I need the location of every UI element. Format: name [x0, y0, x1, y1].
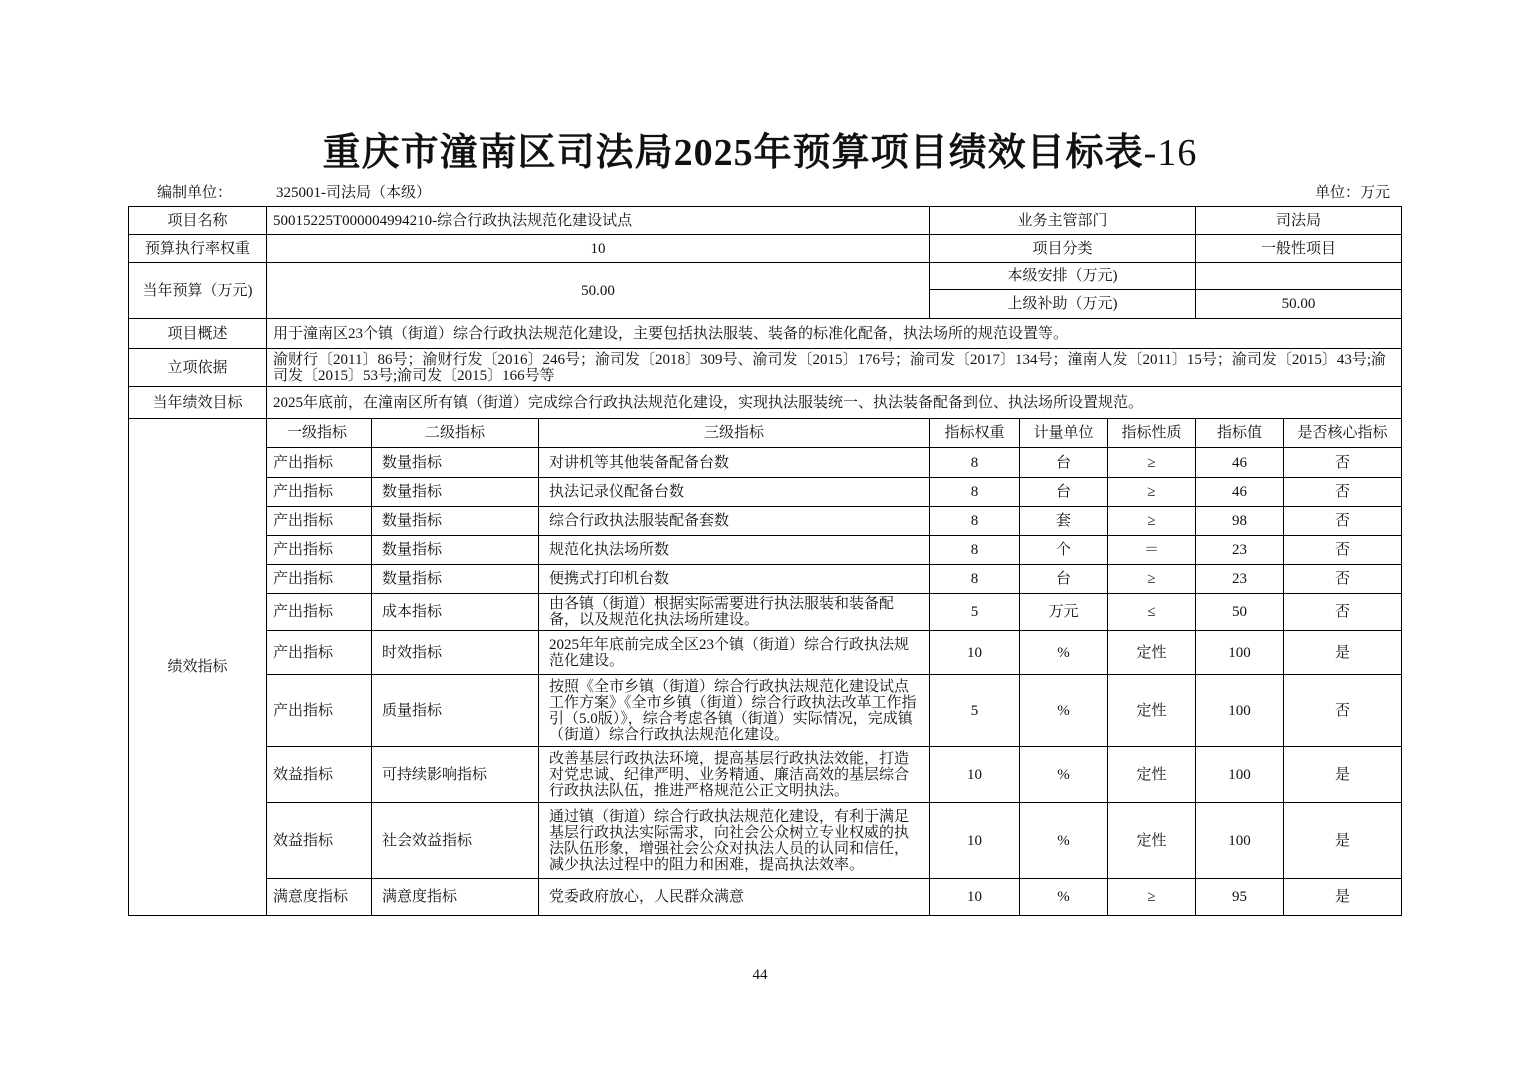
indicator-level2: 可持续影响指标 [372, 747, 539, 803]
overview-value: 用于潼南区23个镇（街道）综合行政执法规范化建设，主要包括执法服装、装备的标准化配备，执法场所的规范设置等。 [267, 319, 1402, 349]
row-basis [129, 349, 1402, 387]
indicator-row [129, 565, 1402, 594]
indicator-nature: ≥ [1108, 565, 1196, 594]
indicator-value: 100 [1196, 675, 1284, 747]
indicator-weight: 8 [930, 448, 1020, 478]
indicator-unit: 个 [1020, 536, 1108, 565]
indicator-level2: 数量指标 [372, 448, 539, 478]
indicator-unit: 套 [1020, 507, 1108, 536]
indicator-unit: 台 [1020, 565, 1108, 594]
indicator-nature: ≥ [1108, 448, 1196, 478]
indicator-nature: 定性 [1108, 803, 1196, 879]
dept-value: 司法局 [1196, 207, 1402, 235]
indicator-level1: 产出指标 [267, 565, 372, 594]
indicator-row [129, 879, 1402, 916]
indicator-nature: 定性 [1108, 747, 1196, 803]
row-overview [129, 319, 1402, 349]
indicator-value: 98 [1196, 507, 1284, 536]
weight-label: 预算执行率权重 [129, 235, 267, 263]
indicator-core: 否 [1284, 675, 1402, 747]
indicator-level3: 执法记录仪配备台数 [539, 478, 930, 507]
upper-value: 50.00 [1196, 290, 1402, 319]
indicator-header-3: 三级指标 [539, 419, 930, 448]
title-main: 重庆市潼南区司法局2025年预算项目绩效目标表 [322, 132, 1144, 174]
category-label-pad: 项目分类 [930, 235, 1196, 263]
indicator-value: 46 [1196, 478, 1284, 507]
indicator-header-row [129, 419, 1402, 448]
indicator-row [129, 631, 1402, 675]
indicator-level3: 综合行政执法服装配备套数 [539, 507, 930, 536]
indicator-core: 是 [1284, 879, 1402, 916]
performance-table [128, 206, 1402, 916]
indicator-value: 23 [1196, 536, 1284, 565]
indicator-row [129, 448, 1402, 478]
indicator-header-5: 计量单位 [1020, 419, 1108, 448]
indicator-nature: ≤ [1108, 594, 1196, 631]
indicator-header-4: 指标权重 [930, 419, 1020, 448]
indicator-core: 否 [1284, 536, 1402, 565]
dept-label-pad: 业务主管部门 [930, 207, 1196, 235]
indicator-level3: 规范化执法场所数 [539, 536, 930, 565]
indicator-level3: 党委政府放心，人民群众满意 [539, 879, 930, 916]
indicator-value: 100 [1196, 747, 1284, 803]
indicator-weight: 5 [930, 594, 1020, 631]
row-budget-local [129, 263, 1402, 290]
indicators-label: 绩效指标 [129, 419, 267, 916]
indicator-weight: 10 [930, 747, 1020, 803]
unit-label: 单位：万元 [1314, 185, 1390, 201]
indicator-row [129, 594, 1402, 631]
indicator-value: 100 [1196, 631, 1284, 675]
project-name: 50015225T000004994210-综合行政执法规范化建设试点 [267, 207, 930, 235]
indicator-weight: 10 [930, 803, 1020, 879]
indicator-level3: 改善基层行政执法环境，提高基层行政执法效能，打造对党忠诚、纪律严明、业务精通、廉洁高效的基层综合行政执法队伍，推进严格规范公正文明执法。 [539, 747, 930, 803]
indicator-header-7: 指标值 [1196, 419, 1284, 448]
project-name-label: 项目名称 [129, 207, 267, 235]
row-weight [129, 235, 1402, 263]
indicator-unit: % [1020, 879, 1108, 916]
page-number: 44 [752, 967, 768, 983]
indicator-weight: 8 [930, 507, 1020, 536]
indicator-weight: 10 [930, 879, 1020, 916]
indicator-row [129, 675, 1402, 747]
indicator-header-6: 指标性质 [1108, 419, 1196, 448]
local-value [1196, 263, 1402, 290]
indicator-level2: 满意度指标 [372, 879, 539, 916]
goal-value: 2025年底前，在潼南区所有镇（街道）完成综合行政执法规范化建设，实现执法服装统一、执法装备配备到位、执法场所设置规范。 [267, 387, 1402, 419]
indicator-value: 100 [1196, 803, 1284, 879]
indicator-core: 是 [1284, 803, 1402, 879]
indicator-weight: 8 [930, 536, 1020, 565]
indicator-core: 否 [1284, 507, 1402, 536]
category-value: 一般性项目 [1196, 235, 1402, 263]
indicator-nature: 定性 [1108, 675, 1196, 747]
indicator-nature: ≥ [1108, 879, 1196, 916]
indicator-core: 否 [1284, 565, 1402, 594]
indicator-value: 23 [1196, 565, 1284, 594]
indicator-level2: 成本指标 [372, 594, 539, 631]
budget-value: 50.00 [267, 263, 930, 319]
indicator-level3: 由各镇（街道）根据实际需要进行执法服装和装备配备，以及规范化执法场所建设。 [539, 594, 930, 631]
indicator-core: 是 [1284, 631, 1402, 675]
indicator-level2: 数量指标 [372, 507, 539, 536]
basis-value: 渝财行〔2011〕86号；渝财行发〔2016〕246号；渝司发〔2018〕309号、渝司发〔2015〕176号；渝司发〔2017〕134号；潼南人发〔2011〕15号；渝司发〔2015〕43号;渝司发〔2015〕53号;渝司发〔2015〕166号等 [267, 349, 1402, 387]
indicator-header-1: 一级指标 [267, 419, 372, 448]
indicator-row [129, 478, 1402, 507]
indicator-value: 50 [1196, 594, 1284, 631]
indicator-unit: % [1020, 675, 1108, 747]
indicator-level1: 产出指标 [267, 675, 372, 747]
title-suffix: -16 [1143, 132, 1198, 174]
indicator-level1: 产出指标 [267, 507, 372, 536]
page-title [0, 126, 1520, 180]
local-label-pad: 本级安排（万元) [930, 263, 1196, 290]
indicator-nature: ≥ [1108, 507, 1196, 536]
indicator-level1: 产出指标 [267, 448, 372, 478]
weight-value: 10 [267, 235, 930, 263]
indicator-core: 是 [1284, 747, 1402, 803]
indicator-level2: 数量指标 [372, 565, 539, 594]
indicator-level2: 质量指标 [372, 675, 539, 747]
indicator-unit: 台 [1020, 478, 1108, 507]
upper-label-pad: 上级补助（万元) [930, 290, 1196, 319]
indicator-level3: 按照《全市乡镇（街道）综合行政执法规范化建设试点工作方案》《全市乡镇（街道）综合行政执法改革工作指引（5.0版）》，综合考虑各镇（街道）实际情况，完成镇（街道）综合行政执法规范化建设。 [539, 675, 930, 747]
indicator-unit: % [1020, 803, 1108, 879]
indicator-core: 否 [1284, 448, 1402, 478]
indicator-row [129, 747, 1402, 803]
indicator-level2: 社会效益指标 [372, 803, 539, 879]
row-project-name [129, 207, 1402, 235]
org-value: 325001-司法局（本级） [276, 185, 431, 201]
indicator-weight: 8 [930, 565, 1020, 594]
basis-label: 立项依据 [129, 349, 267, 387]
indicator-value: 95 [1196, 879, 1284, 916]
indicator-level1: 产出指标 [267, 594, 372, 631]
org-label: 编制单位： [157, 185, 233, 201]
row-goal [129, 387, 1402, 419]
indicator-weight: 10 [930, 631, 1020, 675]
indicator-unit: % [1020, 747, 1108, 803]
indicator-level1: 产出指标 [267, 478, 372, 507]
indicator-nature: 定性 [1108, 631, 1196, 675]
indicator-level3: 2025年年底前完成全区23个镇（街道）综合行政执法规范化建设。 [539, 631, 930, 675]
indicator-unit: % [1020, 631, 1108, 675]
overview-label: 项目概述 [129, 319, 267, 349]
indicator-level1: 效益指标 [267, 747, 372, 803]
indicator-level1: 效益指标 [267, 803, 372, 879]
indicator-level1: 产出指标 [267, 536, 372, 565]
indicator-row [129, 536, 1402, 565]
indicator-level3: 对讲机等其他装备配备台数 [539, 448, 930, 478]
budget-label: 当年预算（万元) [129, 263, 267, 319]
indicator-level1: 产出指标 [267, 631, 372, 675]
indicator-weight: 8 [930, 478, 1020, 507]
indicator-level2: 时效指标 [372, 631, 539, 675]
indicator-nature: ≥ [1108, 478, 1196, 507]
indicator-level2: 数量指标 [372, 536, 539, 565]
indicator-row [129, 803, 1402, 879]
indicator-header-8: 是否核心指标 [1284, 419, 1402, 448]
indicator-level3: 通过镇（街道）综合行政执法规范化建设，有利于满足基层行政执法实际需求，向社会公众树立专业权威的执法队伍形象，增强社会公众对执法人员的认同和信任，减少执法过程中的阻力和困难，提高执法效率。 [539, 803, 930, 879]
indicator-unit: 台 [1020, 448, 1108, 478]
indicator-level3: 便携式打印机台数 [539, 565, 930, 594]
indicator-weight: 5 [930, 675, 1020, 747]
indicator-value: 46 [1196, 448, 1284, 478]
indicator-level2: 数量指标 [372, 478, 539, 507]
indicator-row [129, 507, 1402, 536]
indicator-core: 否 [1284, 478, 1402, 507]
indicator-unit: 万元 [1020, 594, 1108, 631]
indicator-core: 否 [1284, 594, 1402, 631]
indicator-level1: 满意度指标 [267, 879, 372, 916]
goal-label: 当年绩效目标 [129, 387, 267, 419]
indicator-header-2: 二级指标 [372, 419, 539, 448]
indicator-nature: ＝ [1108, 536, 1196, 565]
